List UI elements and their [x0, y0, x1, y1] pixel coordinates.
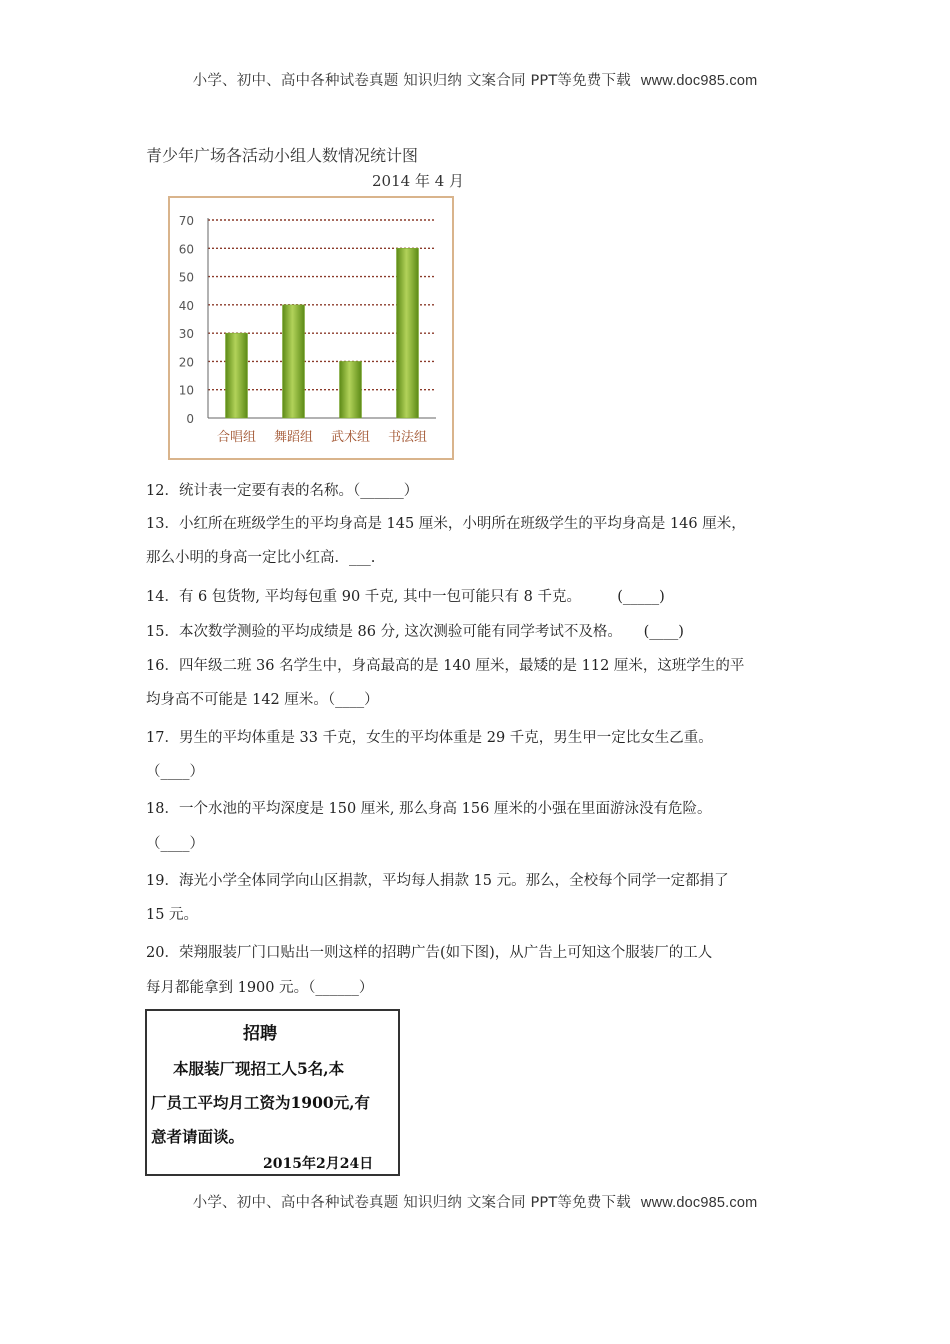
question-13-line-2: 那么小明的身高一定比小红高．___. [146, 550, 376, 566]
bar-武术组 [340, 361, 362, 418]
x-category-label: 合唱组 [216, 430, 257, 445]
question-15-line-1: 15．本次数学测验的平均成绩是 86 分, 这次测验可能有同学考试不及格。 (____) [146, 624, 684, 640]
y-tick-label: 60 [178, 242, 194, 257]
y-tick-label: 50 [178, 270, 194, 285]
x-category-label: 武术组 [330, 430, 371, 445]
question-20-line-1: 20．荣翔服装厂门口贴出一则这样的招聘广告(如下图)，从广告上可知这个服装厂的工人 [146, 945, 713, 961]
chart-title: 青少年广场各活动小组人数情况统计图 [146, 146, 419, 165]
notice-title: 招聘 [243, 1024, 277, 1044]
notice-line-1: 本服装厂现招工人5名,本 [173, 1059, 345, 1078]
y-tick-label: 30 [178, 327, 194, 342]
question-18-line-1: 18．一个水池的平均深度是 150 厘米, 那么身高 156 厘米的小强在里面游泳没有危险。 [146, 801, 712, 817]
question-12-line-1: 12．统计表一定要有表的名称。（______） [146, 483, 419, 499]
question-19-line-2: 15 元。 [146, 907, 199, 923]
y-tick-label: 20 [178, 355, 194, 370]
footer-text: 小学、初中、高中各种试卷真题 知识归纳 文案合同 PPT等免费下载 [192, 1195, 631, 1211]
question-17-line-2: （____） [146, 764, 204, 780]
x-category-label: 舞蹈组 [273, 430, 314, 445]
page-header [0, 69, 950, 90]
y-tick-label: 40 [178, 298, 194, 313]
bar-合唱组 [226, 333, 248, 418]
y-tick-label: 10 [178, 383, 194, 398]
chart-subtitle: 2014 年 4 月 [372, 172, 465, 190]
bar-书法组 [397, 248, 419, 418]
notice-line-3: 意者请面谈。 [151, 1127, 245, 1146]
footer-site: www.doc985.com [640, 1195, 758, 1211]
bar-chart [168, 196, 455, 461]
header-site: www.doc985.com [640, 73, 758, 89]
x-category-label: 书法组 [387, 430, 428, 445]
recruitment-notice [145, 1009, 400, 1176]
page-footer [0, 1191, 950, 1212]
question-16-line-2: 均身高不可能是 142 厘米。（____） [146, 692, 379, 708]
question-19-line-1: 19．海光小学全体同学向山区捐款，平均每人捐款 15 元。那么，全校每个同学一定都捐了 [146, 873, 729, 889]
notice-date: 2015年2月24日 [263, 1156, 374, 1172]
question-16-line-1: 16．四年级二班 36 名学生中，身高最高的是 140 厘米，最矮的是 112 厘米，这班学生的平 [146, 658, 745, 674]
question-13-line-1: 13．小红所在班级学生的平均身高是 145 厘米，小明所在班级学生的平均身高是 146 厘米， [146, 516, 746, 532]
question-14-line-1: 14．有 6 包货物, 平均每包重 90 千克, 其中一包可能只有 8 千克。 (_____) [146, 589, 665, 605]
header-text: 小学、初中、高中各种试卷真题 知识归纳 文案合同 PPT等免费下载 [192, 73, 631, 89]
notice-line-2: 厂员工平均月工资为1900元,有 [151, 1093, 371, 1112]
question-20-line-2: 每月都能拿到 1900 元。（______） [146, 980, 374, 996]
bar-舞蹈组 [283, 305, 305, 418]
y-tick-label: 0 [186, 412, 194, 426]
y-tick-label: 70 [178, 214, 194, 228]
question-17-line-1: 17．男生的平均体重是 33 千克，女生的平均体重是 29 千克，男生甲一定比女生乙重。 [146, 730, 713, 746]
question-18-line-2: （____） [146, 836, 204, 852]
